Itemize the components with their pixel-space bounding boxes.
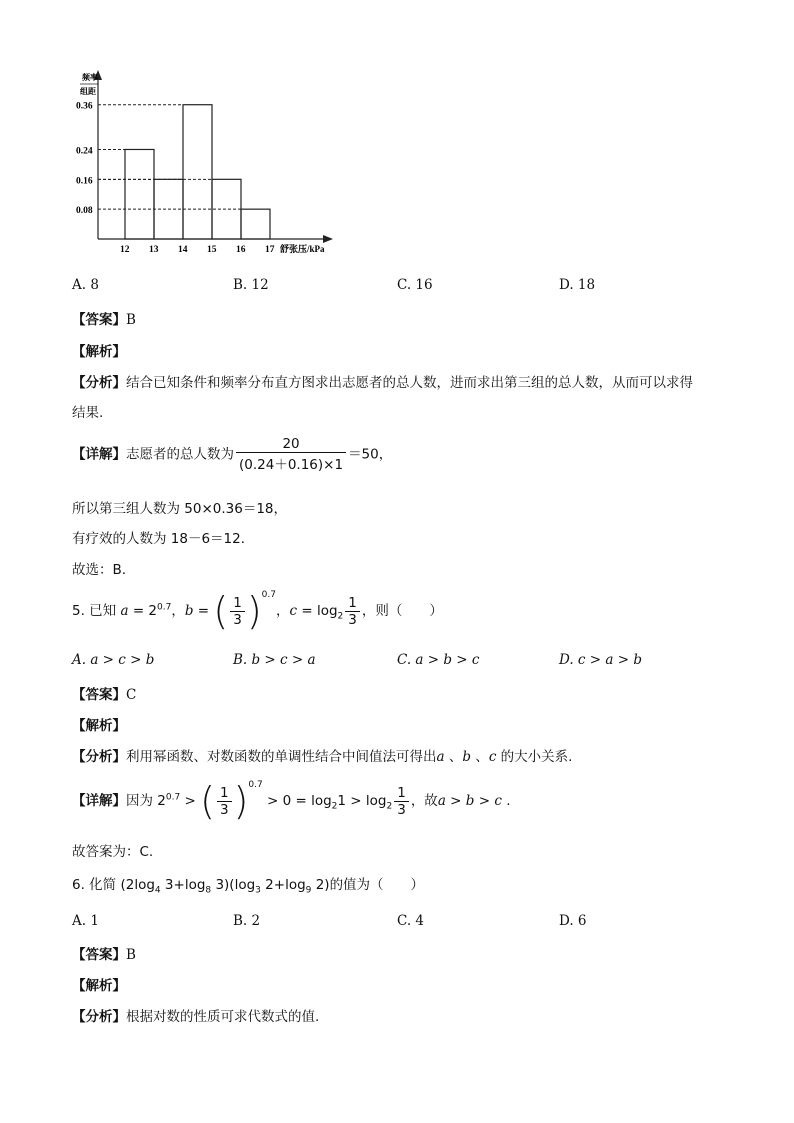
frequency-histogram	[0, 0, 794, 260]
x-tick-label: 15	[207, 245, 217, 255]
x-tick-label: 12	[120, 245, 130, 255]
answer-tag: 【答案】	[72, 947, 126, 963]
q6-analysis-tag: 【解析】	[72, 978, 126, 994]
q5-final: 故答案为：C.	[72, 844, 154, 860]
y-tick-label: 0.36	[76, 101, 93, 112]
q4-analysis-tag: 【解析】	[72, 344, 126, 360]
q4-option-d: D. 18	[559, 277, 596, 293]
q5-analysis-tag: 【解析】	[72, 718, 126, 734]
answer-tag: 【答案】	[72, 312, 126, 328]
q5-detail-formula: $2^{0.7}$ > ( $\frac{1}{3}$ )$^{0.7} > 0 = \log_21 > \log_2$ $\frac{1}{3}$	[157, 793, 411, 809]
detail-suffix: ，故	[410, 793, 438, 809]
detail-tag: 【详解】	[72, 793, 126, 809]
q5-option-a: A. a > c > b	[72, 652, 155, 668]
q5-option-b: B. b > c > a	[233, 652, 316, 668]
q6-answer	[72, 943, 136, 963]
q4-fenxi-line2: 结果.	[72, 405, 104, 421]
fenxi-tag: 【分析】	[72, 375, 126, 391]
q6-option-d: D. 6	[559, 913, 587, 929]
detail-prefix: 因为	[126, 793, 153, 809]
detail-fraction	[236, 436, 346, 473]
q4-detail	[72, 436, 392, 473]
q6-stem-prefix: 6. 化简	[72, 877, 117, 893]
y-tick-label: 0.08	[76, 206, 93, 217]
q6-option-b: B. 2	[233, 913, 261, 929]
q4-effective: 有疗效的人数为 18－6＝12．	[72, 531, 255, 547]
q4-option-b: B. 12	[233, 277, 269, 293]
q4-fenxi	[72, 371, 693, 391]
histogram-bar	[241, 209, 270, 239]
x-axis-label: 舒张压/kPa	[280, 244, 325, 254]
q5-detail: 【详解】因为 $2^{0.7}$ > ( $\frac{1}{3}$ )$^{0.7} > 0 = \log_21 > \log_2$ $\frac{1}{3}$ ，故a > b > c .	[72, 779, 511, 823]
detail-suffix: ＝50，	[348, 446, 393, 463]
q4-option-a: A. 8	[72, 277, 99, 293]
q6-fenxi	[72, 1005, 319, 1025]
answer-value: B	[126, 947, 136, 963]
q4-third-group: 所以第三组人数为 50×0.36＝18，	[72, 501, 288, 517]
x-axis-arrow	[323, 235, 333, 243]
q6-formula: ($2\log_4$ $3+\log_8$ $3)(\log_3$ $2+\log_9$ 2)	[120, 877, 330, 896]
q5-stem-suffix: ，则（ ）	[361, 603, 443, 619]
histogram-bar	[183, 105, 212, 239]
q5-stem	[72, 589, 443, 633]
q6-stem-suffix: 的值为（ ）	[329, 877, 425, 893]
y-axis-label-bottom: 组距	[80, 87, 96, 96]
q5-option-d: D. c > a > b	[559, 652, 642, 668]
detail-tag: 【详解】	[72, 446, 126, 463]
q6-option-a: A. 1	[72, 913, 99, 929]
fenxi-text: 利用幂函数、对数函数的单调性结合中间值法可得出	[126, 749, 437, 765]
x-tick-label: 14	[178, 245, 188, 255]
y-tick-label: 0.24	[76, 146, 93, 157]
fenxi-text: 结合已知条件和频率分布直方图求出志愿者的总人数，进而求出第三组的总人数，从而可以求得	[126, 375, 693, 391]
fenxi-tail: 的大小关系.	[500, 749, 573, 765]
answer-value: B	[126, 312, 136, 328]
q6-stem	[72, 873, 424, 896]
histogram-bar	[212, 179, 241, 239]
q4-answer	[72, 308, 136, 328]
fraction-numerator: 20	[236, 436, 346, 453]
q5-option-c: C. a > b > c	[397, 652, 480, 668]
x-tick-label: 17	[265, 245, 275, 255]
q4-choose: 故选：B.	[72, 562, 127, 578]
answer-value: C	[126, 687, 137, 703]
fenxi-tag: 【分析】	[72, 1009, 126, 1025]
y-tick-label: 0.16	[76, 176, 93, 187]
y-axis-label-top: 频率	[82, 73, 98, 82]
q4-option-c: C. 16	[397, 277, 433, 293]
fraction-denominator: (0.24＋0.16)×1	[239, 457, 344, 473]
fenxi-text: 根据对数的性质可求代数式的值.	[126, 1009, 320, 1025]
histogram-bar	[125, 149, 154, 239]
fenxi-tag: 【分析】	[72, 749, 126, 765]
q5-fenxi: 【分析】利用幂函数、对数函数的单调性结合中间值法可得出a 、b 、c 的大小关系.	[72, 749, 573, 765]
x-tick-label: 13	[149, 245, 159, 255]
q5-formula: $a = 2^{0.7}$，b = ( $\frac{1}{3}$ )$^{0.7}$，$c = \log_2$ $\frac{1}{3}$	[120, 603, 361, 619]
q5-answer	[72, 683, 136, 703]
answer-tag: 【答案】	[72, 687, 126, 703]
q5-stem-prefix: 5. 已知	[72, 603, 117, 619]
x-tick-label: 16	[236, 245, 246, 255]
q6-option-c: C. 4	[397, 913, 425, 929]
detail-prefix: 志愿者的总人数为	[126, 446, 234, 463]
